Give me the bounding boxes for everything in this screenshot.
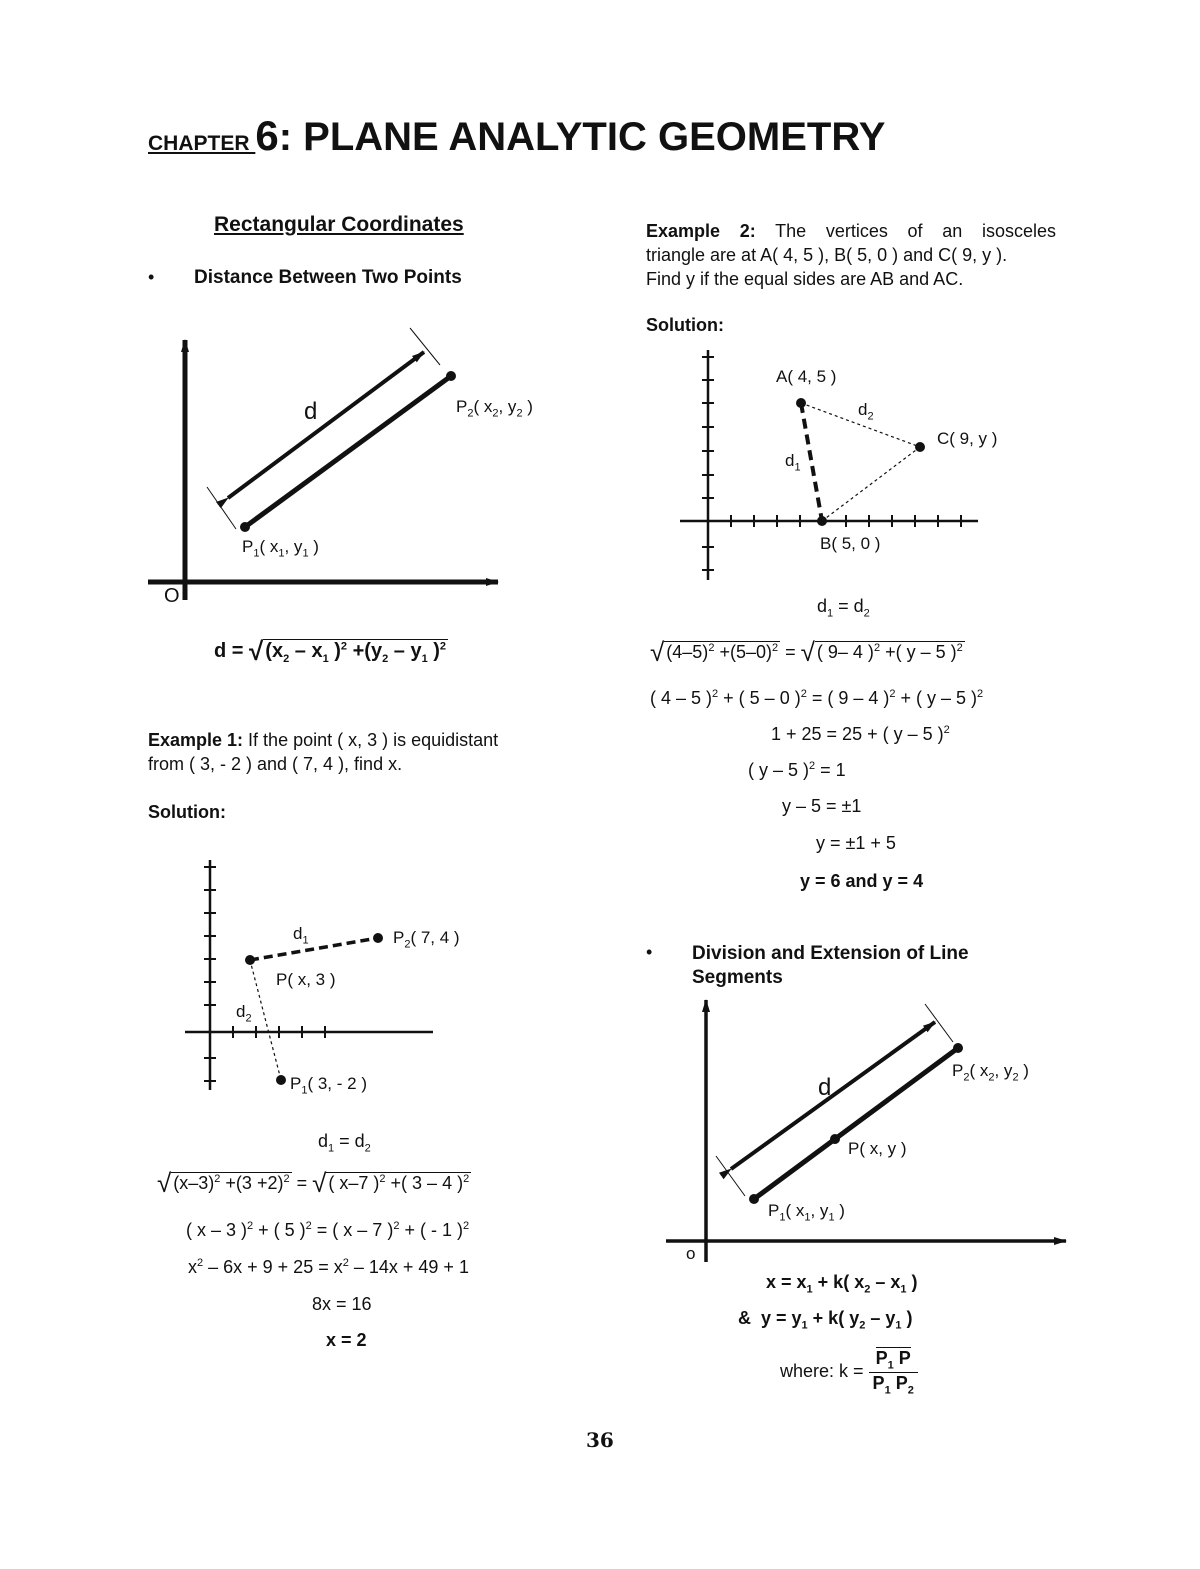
segment-p1-p2 [245,376,451,527]
formula-x: $x = x_1 + k$( $x_2 - x_1$ ) [766,1272,918,1296]
bullet-division [692,942,969,990]
k-fraction: $\frac{P_1 P}{P_1 P_2}$ [869,1348,918,1396]
ex1-step-5: 8x = 16 [312,1294,372,1314]
chapter-label: CHAPTER [148,132,256,155]
point-p2-div [953,1043,963,1053]
point-p1-div [749,1194,759,1204]
ex2-step-5: ( y – 5 )$^2$ = 1 [748,760,846,780]
ex2-step-4: 1 + 25 = 25 + ( y – 5 )$^2$ [771,724,950,744]
point-p-ex1 [245,955,255,965]
bullet-distance: Distance Between Two Points [194,267,462,288]
label-c: C( 9, y ) [937,429,998,448]
point-p1 [240,522,250,532]
bullet-division-line1: Division and Extension of Line [692,943,969,964]
ex1-step-3: ( x – 3 )$^2$ + ( 5 )$^2$ = ( x – 7 )$^2$ + ( - 1 )$^2$ [186,1220,470,1240]
label-d2-ex2: $d_2$ [858,400,874,423]
bullet-dot-2: • [646,942,653,962]
label-d-div: d [818,1074,832,1101]
label-p2: $P_2$( $x_2$, $y_2$ ) [456,397,533,420]
ex2-step-1: $d_1 = d_2$ [817,596,870,620]
label-p-div: P( x, y ) [848,1139,907,1158]
example2-label: Example 2: [646,221,756,241]
bullet-division-line2: Segments [692,967,783,988]
label-a: A( 4, 5 ) [776,367,837,386]
label-p2-ex1: $P_2$( 7, 4 ) [393,928,460,951]
example2-line3: Find y if the equal sides are AB and AC. [646,269,964,289]
point-p-div [830,1134,840,1144]
label-p1-div: $P_1$( $x_1$, $y_1$ ) [768,1201,845,1224]
example2-text [646,219,1056,291]
label-d: d [304,398,318,425]
example1-line2: from ( 3, - 2 ) and ( 7, 4 ), find x. [148,754,403,774]
segment-div [754,1048,958,1199]
ex2-step-7: y = ±1 + 5 [816,833,896,853]
label-d2-ex1: $d_2$ [236,1002,252,1025]
example2-line1: The vertices of an isosceles [755,221,1057,241]
chapter-number: 6 [255,112,279,159]
solution-label-1: Solution: [148,802,226,822]
chapter-title: : PLANE ANALYTIC GEOMETRY [278,115,886,159]
formula-y: & $y = y_1 + k$( $y_2 - y_1$ ) [738,1308,913,1332]
distance-diagram [148,328,498,600]
division-diagram [666,1000,1066,1262]
label-p2-div: $P_2$( $x_2$, $y_2$ ) [952,1061,1029,1084]
d1-line [250,938,378,960]
ex1-step-1: $d_1 = d_2$ [318,1131,371,1155]
ex1-step-2: √ $(x-3)^2 +(3 +2)^2$ = √ ( x–7 )$^2$ +( 3 – 4 )$^2$ [157,1168,470,1198]
dimension-arrow [228,352,424,498]
ex1-step-4: $x^2 - 6x + 9 + 25 = x^2 - 14x + 49 + 1$ [188,1257,469,1277]
point-p2 [446,371,456,381]
label-origin-div: o [686,1244,696,1263]
bc-line-ex2 [822,447,920,521]
label-b: B( 5, 0 ) [820,534,881,553]
page-number: 36 [586,1428,614,1452]
ex2-step-2: √ $(4-5)^2 +(5-0)^2$ = √ ( 9– 4 )$^2$ +( y – 5 )$^2$ [650,637,963,667]
ex1-answer: x = 2 [326,1330,367,1350]
point-p1-ex1 [276,1075,286,1085]
point-p2-ex1 [373,933,383,943]
where-label: where: k = [780,1360,869,1381]
point-c [915,442,925,452]
bullet-dot: • [148,267,155,287]
formula-k [780,1348,918,1396]
point-a [796,398,806,408]
extension-tick-div-2 [925,1004,953,1042]
point-b [817,516,827,526]
ex2-step-3: ( 4 – 5 )$^2$ + ( 5 – 0 )$^2$ = ( 9 – 4 )$^2$ + ( y – 5 )$^2$ [650,688,984,708]
ex2-step-6: y – 5 = ±1 [782,796,862,816]
d1-line-ex2 [801,403,822,521]
example1-label: Example 1: [148,730,244,750]
label-p1: $P_1$( $x_1$, $y_1$ ) [242,537,319,560]
label-d1-ex2: $d_1$ [785,451,801,474]
example2-line1-wrap [646,219,1056,243]
example1-line1: If the point ( x, 3 ) is equidistant [243,730,499,750]
label-d1-ex1: $d_1$ [293,924,309,947]
label-p1-ex1: $P_1$( 3, - 2 ) [290,1074,367,1097]
distance-formula: d = √ ($x_2 - x_1$ )$^2 +(y_2 - y_1$ )$^2$ [214,636,447,666]
solution-label-2: Solution: [646,315,724,335]
label-origin: O [164,585,180,607]
section-title: Rectangular Coordinates [214,213,464,236]
ex2-answer: y = 6 and y = 4 [800,871,924,891]
example1-text [148,728,558,776]
example2-line2: triangle are at A( 4, 5 ), B( 5, 0 ) and C( 9, y ). [646,245,1008,265]
label-p-ex1: P( x, 3 ) [276,970,336,989]
formula-lhs: d = [214,640,250,662]
